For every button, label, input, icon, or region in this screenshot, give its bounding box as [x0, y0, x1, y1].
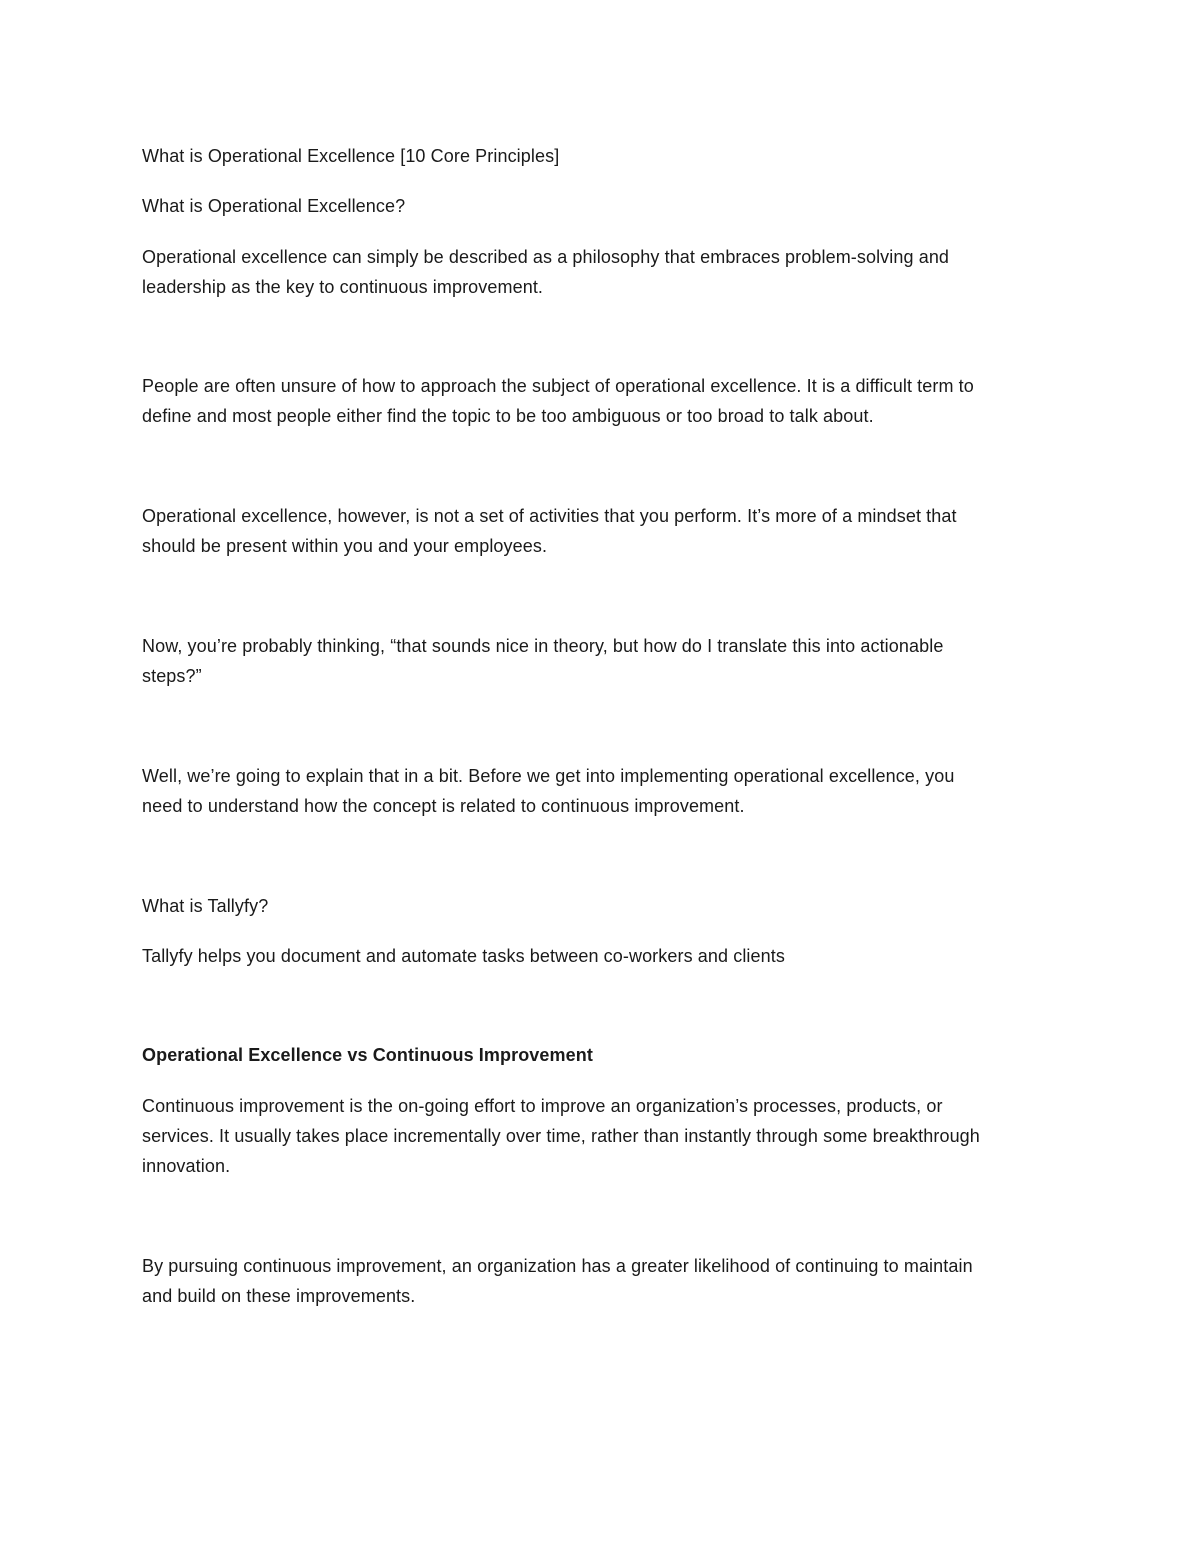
paragraph-5-line-1: Well, we’re going to explain that in a bit. Before we get into implementing operational excellence, you: [142, 766, 955, 786]
paragraph-tallyfy: Tallyfy helps you document and automate tasks between co-workers and clients: [142, 946, 785, 966]
document-title: What is Operational Excellence [10 Core Principles]: [142, 146, 560, 166]
heading-what-is-operational-excellence: What is Operational Excellence?: [142, 196, 406, 216]
paragraph-8-line-1: By pursuing continuous improvement, an organization has a greater likelihood of continuing to maintain: [142, 1256, 973, 1276]
paragraph-4-line-1: Now, you’re probably thinking, “that sounds nice in theory, but how do I translate this into actionable: [142, 636, 944, 656]
paragraph-3-line-1: Operational excellence, however, is not a set of activities that you perform. It’s more of a mindset that: [142, 506, 957, 526]
paragraph-1-line-2: leadership as the key to continuous improvement.: [142, 277, 544, 297]
paragraph-3-line-2: should be present within you and your employees.: [142, 536, 548, 556]
paragraph-5-line-2: need to understand how the concept is related to continuous improvement.: [142, 796, 745, 816]
paragraph-4-line-2: steps?”: [142, 666, 202, 686]
paragraph-2-line-1: People are often unsure of how to approach the subject of operational excellence. It is a difficult term to: [142, 376, 974, 396]
paragraph-1-line-1: Operational excellence can simply be described as a philosophy that embraces problem-solving and: [142, 247, 950, 267]
paragraph-8-line-2: and build on these improvements.: [142, 1286, 416, 1306]
heading-what-is-tallyfy: What is Tallyfy?: [142, 896, 269, 916]
paragraph-7-line-2: services. It usually takes place incrementally over time, rather than instantly through some breakthrough: [142, 1126, 980, 1146]
paragraph-2-line-2: define and most people either find the topic to be too ambiguous or too broad to talk about.: [142, 406, 874, 426]
paragraph-7-line-1: Continuous improvement is the on-going effort to improve an organization’s processes, products, or: [142, 1096, 943, 1116]
heading-operational-excellence-vs-continuous-improvement: Operational Excellence vs Continuous Improvement: [142, 1045, 593, 1065]
paragraph-7-line-3: innovation.: [142, 1156, 231, 1176]
